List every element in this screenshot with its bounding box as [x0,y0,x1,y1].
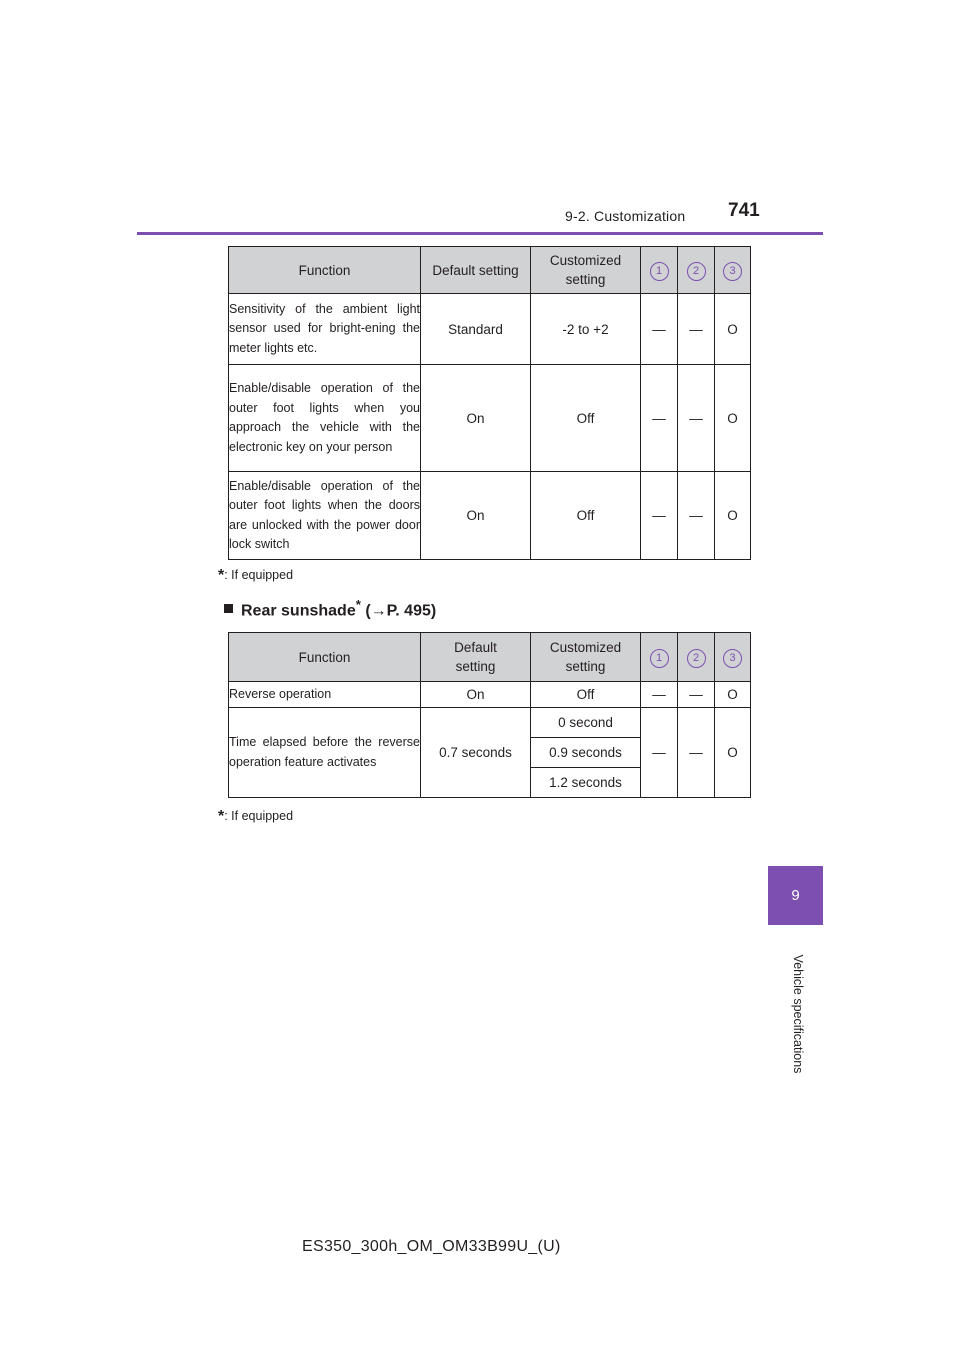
column-header-3 [715,247,751,294]
mark-cell-1: — [641,365,678,472]
header-divider [137,232,823,235]
column-header-1 [641,247,678,294]
customized-cell: -2 to +2 [531,294,641,365]
table-row [229,682,751,708]
column-header-function: Function [229,633,421,682]
column-header-2 [678,247,715,294]
default-cell: Standard [421,294,531,365]
column-header-function: Function [229,247,421,294]
column-header-1 [641,633,678,682]
mark-cell-2: — [678,365,715,472]
table-header-row [229,633,751,682]
footnote-text: : If equipped [224,568,294,582]
mark-cell-2: — [678,708,715,798]
mark-cell-1: — [641,708,678,798]
chapter-tab: 9 [768,866,823,925]
column-header-default: Default setting [421,247,531,294]
circled-number-2-icon: 2 [687,649,706,668]
footnote [218,567,293,585]
mark-cell-1: — [641,682,678,708]
function-cell: Enable/disable operation of the outer foot lights when the doors are unlocked with the power door lock switch [229,472,421,560]
circled-number-1-icon: 1 [650,649,669,668]
customized-cell: Off [531,472,641,560]
circled-number-1-icon: 1 [650,262,669,281]
column-header-3 [715,633,751,682]
mark-cell-2: — [678,682,715,708]
mark-cell-1: — [641,472,678,560]
circled-number-2-icon: 2 [687,262,706,281]
function-cell: Reverse operation [229,682,421,708]
default-cell: 0.7 seconds [421,708,531,798]
default-cell: On [421,365,531,472]
column-header-customized: Customized setting [531,633,641,682]
table-row [229,472,751,560]
mark-cell-2: — [678,472,715,560]
customized-cell: Off [531,365,641,472]
customization-table-sunshade [228,632,751,798]
chapter-label: Vehicle specifications [791,954,805,1074]
table-row [229,294,751,365]
column-header-2 [678,633,715,682]
footnote-asterisk: * [218,567,225,584]
page-number: 741 [728,200,760,221]
footnote-text: : If equipped [224,809,294,823]
default-cell: On [421,682,531,708]
customized-cell: Off [531,682,641,708]
section-heading-page-ref: (→P. 495) [360,602,437,620]
function-cell: Enable/disable operation of the outer foot lights when you approach the vehicle with the electronic key on your person [229,365,421,472]
mark-cell-3: O [715,708,751,798]
section-heading [224,597,436,620]
customization-table-lights [228,246,751,560]
mark-cell-3: O [715,365,751,472]
table-row [229,708,751,738]
section-heading-asterisk: * [355,597,361,612]
footnote [218,808,293,826]
mark-cell-3: O [715,294,751,365]
table-row [229,365,751,472]
circled-number-3-icon: 3 [723,262,742,281]
default-cell: On [421,472,531,560]
mark-cell-2: — [678,294,715,365]
customized-option: 0 second [531,708,641,738]
customized-option: 1.2 seconds [531,768,641,798]
table-header-row [229,247,751,294]
square-bullet-icon [224,604,233,613]
column-header-default: Default setting [421,633,531,682]
circled-number-3-icon: 3 [723,649,742,668]
column-header-customized: Customized setting [531,247,641,294]
section-title: 9-2. Customization [565,208,686,224]
customized-option: 0.9 seconds [531,738,641,768]
section-heading-title: Rear sunshade [241,602,356,620]
document-code: ES350_300h_OM_OM33B99U_(U) [302,1238,561,1255]
function-cell: Time elapsed before the reverse operation feature activates [229,708,421,798]
mark-cell-3: O [715,682,751,708]
mark-cell-3: O [715,472,751,560]
function-cell: Sensitivity of the ambient light sensor used for bright-ening the meter lights etc. [229,294,421,365]
mark-cell-1: — [641,294,678,365]
footnote-asterisk: * [218,808,225,825]
